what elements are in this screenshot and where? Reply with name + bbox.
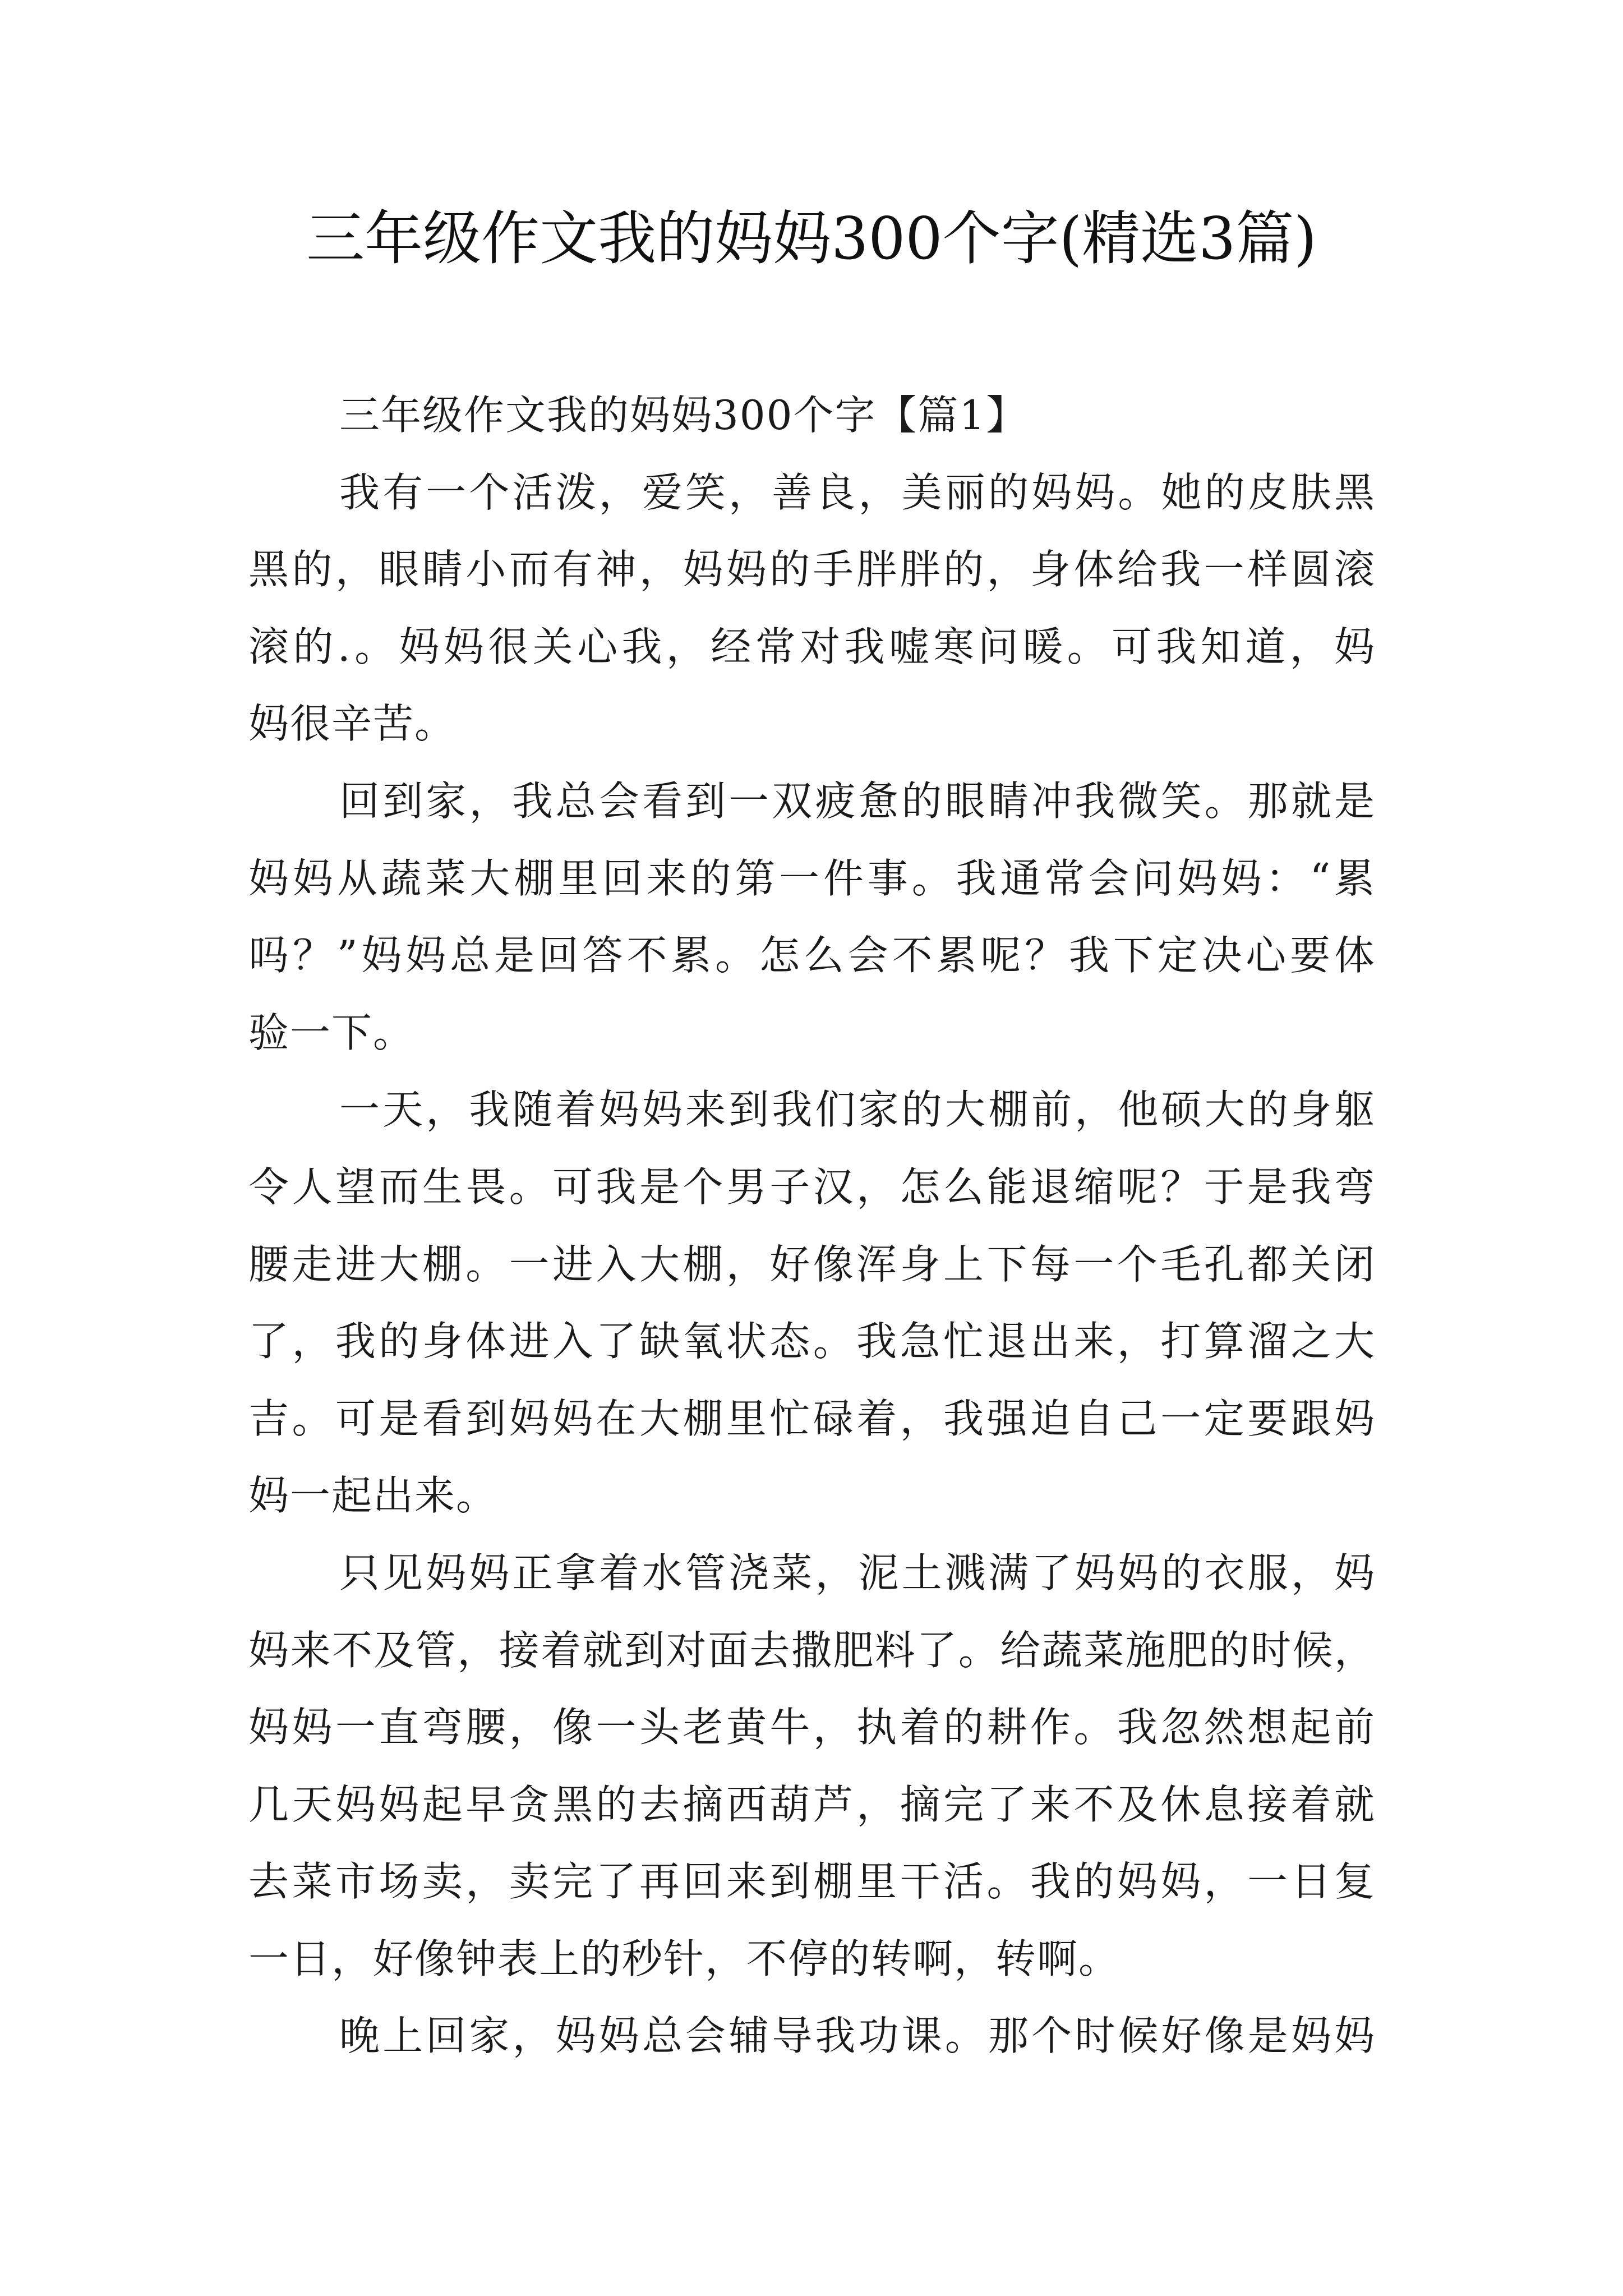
paragraph-line: 妈很辛苦。 bbox=[248, 700, 457, 748]
document-body bbox=[248, 377, 1376, 2075]
paragraph-line: 几天妈妈起早贪黑的去摘西葫芦，摘完了来不及休息接着就 bbox=[248, 1780, 1376, 1828]
paragraph-line: 令人望而生畏。可我是个男子汉，怎么能退缩呢？于是我弯 bbox=[248, 1163, 1376, 1211]
paragraph-line: 了，我的身体进入了缺氧状态。我急忙退出来，打算溜之大 bbox=[248, 1318, 1376, 1365]
paragraph-line: 回到家，我总会看到一双疲惫的眼睛冲我微笑。那就是 bbox=[339, 777, 1376, 825]
paragraph-line: 一天，我随着妈妈来到我们家的大棚前，他硕大的身躯 bbox=[339, 1086, 1376, 1134]
document-title: 三年级作文我的妈妈300个字(精选3篇) bbox=[306, 204, 1317, 273]
paragraph-line: 妈妈从蔬菜大棚里回来的第一件事。我通常会问妈妈：“累 bbox=[248, 854, 1376, 902]
paragraph-line: 腰走进大棚。一进入大棚，好像浑身上下每一个毛孔都关闭 bbox=[248, 1240, 1376, 1288]
paragraph-line: 妈一起出来。 bbox=[248, 1472, 498, 1520]
paragraph-line: 妈来不及管，接着就到对面去撒肥料了。给蔬菜施肥的时候， bbox=[248, 1626, 1376, 1674]
paragraph-line: 去菜市场卖，卖完了再回来到棚里干活。我的妈妈，一日复 bbox=[248, 1858, 1376, 1906]
paragraph-line: 只见妈妈正拿着水管浇菜，泥土溅满了妈妈的衣服，妈 bbox=[339, 1549, 1376, 1596]
paragraph-line: 吉。可是看到妈妈在大棚里忙碌着，我强迫自己一定要跟妈 bbox=[248, 1395, 1376, 1442]
paragraph-line: 一日，好像钟表上的秒针，不停的转啊，转啊。 bbox=[248, 1935, 1121, 1982]
paragraph-line: 我有一个活泼，爱笑，善良，美丽的妈妈。她的皮肤黑 bbox=[339, 468, 1376, 516]
paragraph-line: 晚上回家，妈妈总会辅导我功课。那个时候好像是妈妈 bbox=[339, 2012, 1376, 2060]
paragraph-line: 黑的，眼睛小而有神，妈妈的手胖胖的，身体给我一样圆滚 bbox=[248, 546, 1376, 593]
section-heading: 三年级作文我的妈妈300个字【篇1】 bbox=[339, 392, 1028, 439]
paragraph-line: 验一下。 bbox=[248, 1009, 415, 1056]
paragraph-line: 滚的.。妈妈很关心我，经常对我嘘寒问暖。可我知道，妈 bbox=[248, 623, 1376, 670]
paragraph-line: 妈妈一直弯腰，像一头老黄牛，执着的耕作。我忽然想起前 bbox=[248, 1704, 1376, 1751]
paragraph-line: 吗？”妈妈总是回答不累。怎么会不累呢？我下定决心要体 bbox=[248, 932, 1376, 979]
